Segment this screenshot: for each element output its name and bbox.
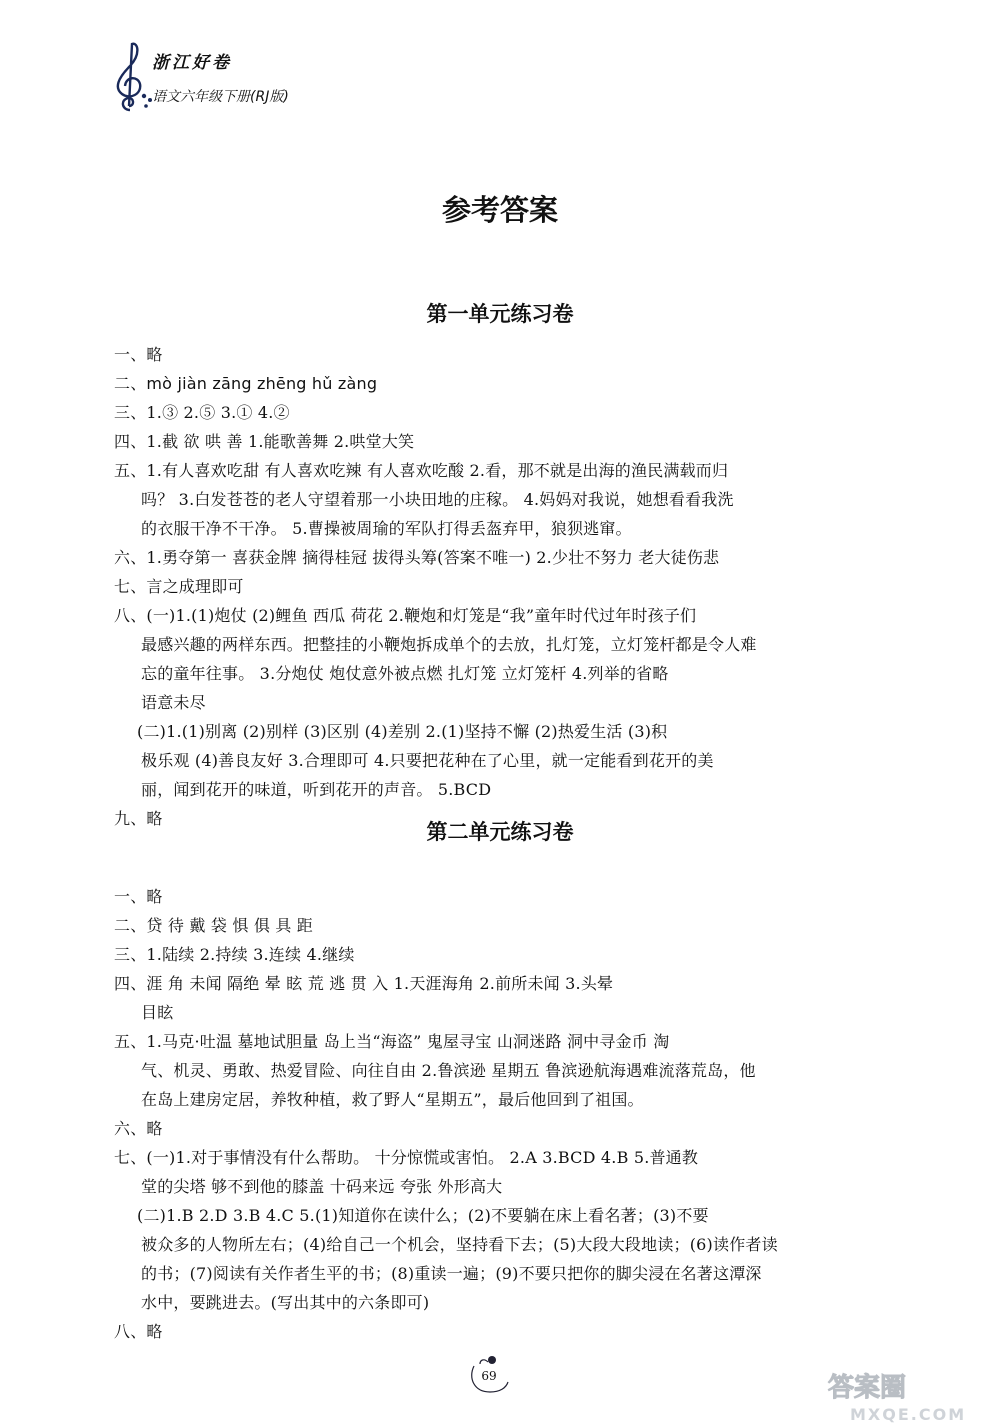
answer-line: 在岛上建房定居，养牧种植，救了野人“星期五”，最后他回到了祖国。 [141,1090,644,1109]
answer-line: (二)1.B 2.D 3.B 4.C 5.(1)知道你在读什么；(2)不要躺在床上看名著；(3)不要 [137,1206,709,1225]
answer-line: 二、贷 待 戴 袋 惧 俱 具 距 [114,916,314,935]
unit2-answers [114,882,898,1346]
page-title: 参考答案 [441,193,558,227]
answer-line: 水中，要跳进去。(写出其中的六条即可) [141,1293,430,1312]
answer-line: 一、略 [114,345,163,364]
answer-line: 五、1.马克·吐温 墓地试胆量 岛上当“海盗” 鬼屋寻宝 山洞迷路 洞中寻金币 淘 [114,1032,670,1051]
answer-line: (二)1.(1)别离 (2)别样 (3)区别 (4)差别 2.(1)坚持不懈 (2)热爱生活 (3)积 [137,722,668,741]
answer-line: 八、(一)1.(1)炮仗 (2)鲤鱼 西瓜 荷花 2.鞭炮和灯笼是“我”童年时代过年时孩子们 [114,606,697,625]
answer-line: 八、略 [114,1322,163,1341]
answer-line: 的衣服干净不干净。 5.曹操被周瑜的军队打得丢盔弃甲，狼狈逃窜。 [141,519,632,538]
book-header [108,40,408,120]
answer-line: 七、(一)1.对于事情没有什么帮助。 十分惊慌或害怕。 2.A 3.BCD 4.B 5.普通教 [114,1148,699,1167]
answer-line: 四、1.截 欲 哄 善 1.能歌善舞 2.哄堂大笑 [114,432,415,451]
answer-line: 七、言之成理即可 [114,577,244,596]
answer-line: 气、机灵、勇敢、热爱冒险、向往自由 2.鲁滨逊 星期五 鲁滨逊航海遇难流落荒岛，他 [141,1061,756,1080]
book-title: 语文六年级下册(RJ版) [152,89,289,105]
answer-line: 目眩 [141,1003,174,1022]
answer-line: 五、1.有人喜欢吃甜 有人喜欢吃辣 有人喜欢吃酸 2.看，那不就是出海的渔民满载而归 [114,461,729,480]
svg-text:答案圈: 答案圈 [828,1373,907,1403]
answer-line: 丽，闻到花开的味道，听到花开的声音。 5.BCD [141,780,492,799]
unit1-title: 第一单元练习卷 [426,302,574,326]
page-number [468,1354,516,1396]
answer-line: 被众多的人物所左右；(4)给自己一个机会，坚持看下去；(5)大段大段地读；(6)读作者读 [141,1235,778,1254]
answer-line: 三、1.③ 2.⑤ 3.① 4.② [114,403,290,422]
watermark-logo [820,1366,996,1426]
series-title: 浙江好卷 [152,53,232,73]
svg-text:MXQE.COM: MXQE.COM [850,1405,967,1424]
unit1-answers [114,340,898,833]
answer-line: 三、1.陆续 2.持续 3.连续 4.继续 [114,945,355,964]
answer-line: 六、略 [114,1119,163,1138]
answer-line: 二、mò jiàn zāng zhēng hǔ zàng [114,374,378,393]
answer-line: 堂的尖塔 够不到他的膝盖 十码来远 夸张 外形高大 [141,1177,503,1196]
answer-line: 四、涯 角 未闻 隔绝 晕 眩 荒 逃 贯 入 1.天涯海角 2.前所未闻 3.头晕 [114,974,614,993]
page-number-text: 69 [481,1369,497,1383]
answer-line: 忘的童年往事。 3.分炮仗 炮仗意外被点燃 扎灯笼 立灯笼杆 4.列举的省略 [141,664,669,683]
answer-line: 极乐观 (4)善良友好 3.合理即可 4.只要把花种在了心里，就一定能看到花开的美 [141,751,714,770]
answer-line: 吗？ 3.白发苍苍的老人守望着那一小块田地的庄稼。 4.妈妈对我说，她想看看我洗 [141,490,734,509]
answer-line: 六、1.勇夺第一 喜获金牌 摘得桂冠 拔得头筹(答案不唯一) 2.少壮不努力 老大徒伤悲 [114,548,720,567]
answer-line: 最感兴趣的两样东西。把整挂的小鞭炮拆成单个的去放，扎灯笼，立灯笼杆都是令人难 [141,635,757,654]
unit2-title: 第二单元练习卷 [426,820,574,844]
answer-line: 语意未尽 [141,693,206,712]
answer-line: 的书；(7)阅读有关作者生平的书；(8)重读一遍；(9)不要只把你的脚尖浸在名著这潭深 [141,1264,762,1283]
answer-line: 一、略 [114,887,163,906]
answer-line: 九、略 [114,809,163,828]
treble-clef-icon [108,40,154,115]
